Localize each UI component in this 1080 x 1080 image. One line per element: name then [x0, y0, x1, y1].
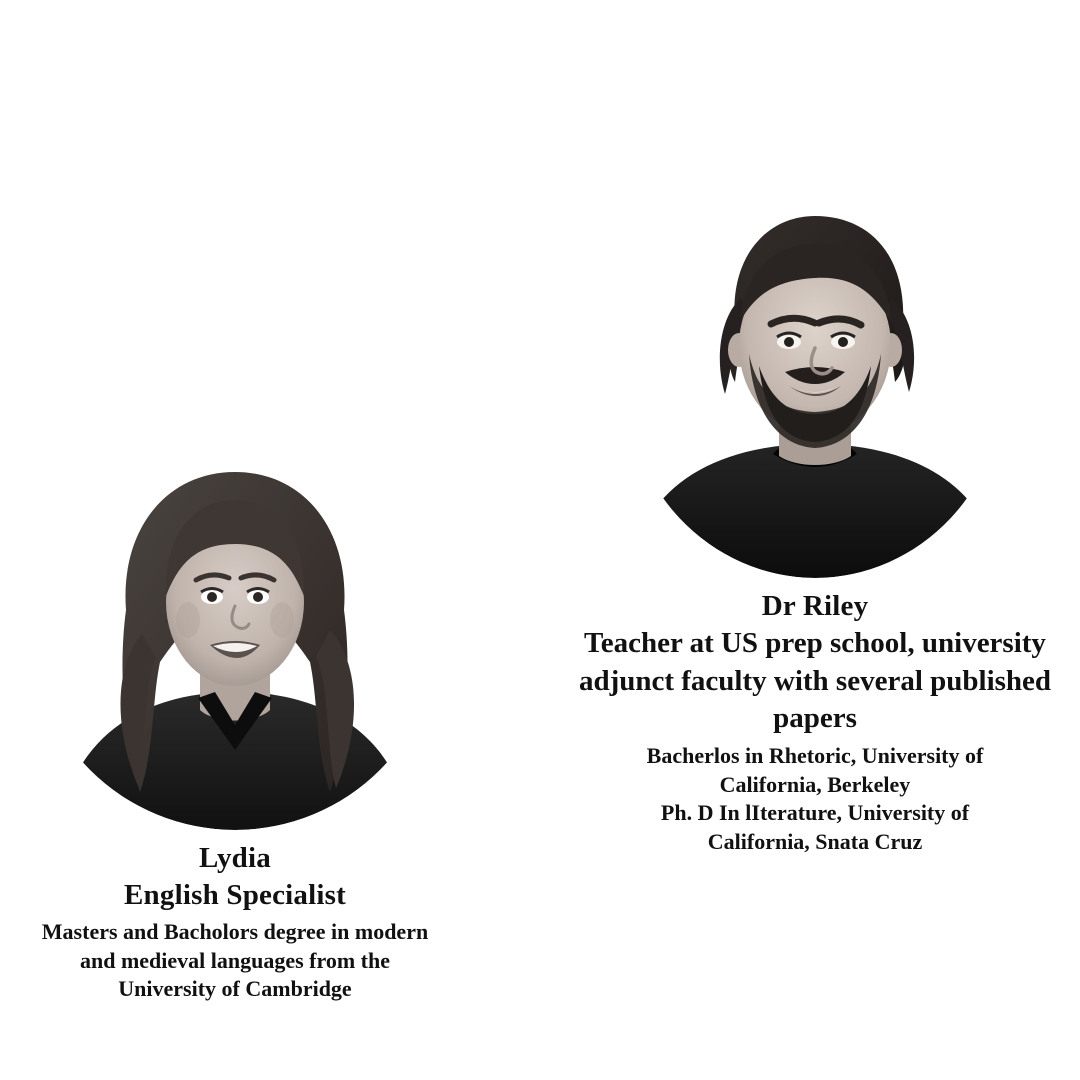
- profile-name: Lydia: [199, 842, 271, 874]
- credential-line: and medieval languages from the: [79, 947, 391, 973]
- man-portrait-image: [623, 168, 1008, 578]
- profile-card-lydia: [0, 420, 470, 1004]
- portrait-lydia: [30, 420, 440, 830]
- profile-card-riley: [565, 168, 1065, 857]
- credential-line: California, Berkeley: [719, 771, 911, 797]
- profile-role: [565, 625, 1065, 738]
- profile-name: Dr Riley: [761, 590, 869, 622]
- credential-line: Ph. D In lIterature, University of: [660, 800, 970, 826]
- credential-line: University of Cambridge: [118, 976, 352, 1002]
- role-line: university adjunct faculty with: [578, 627, 1046, 697]
- profile-credentials: [0, 918, 470, 1004]
- profile-credentials: [565, 742, 1065, 856]
- portrait-riley: [623, 168, 1008, 578]
- role-line: Teacher at US prep school,: [584, 627, 915, 660]
- role-line: several published papers: [773, 664, 1052, 735]
- credential-line: California, Snata Cruz: [707, 828, 923, 854]
- woman-portrait-image: [30, 420, 440, 830]
- credential-line: Masters and Bacholors degree in modern: [41, 919, 429, 945]
- profile-role: English Specialist: [124, 879, 346, 912]
- credential-line: Bacherlos in Rhetoric, University of: [646, 743, 984, 769]
